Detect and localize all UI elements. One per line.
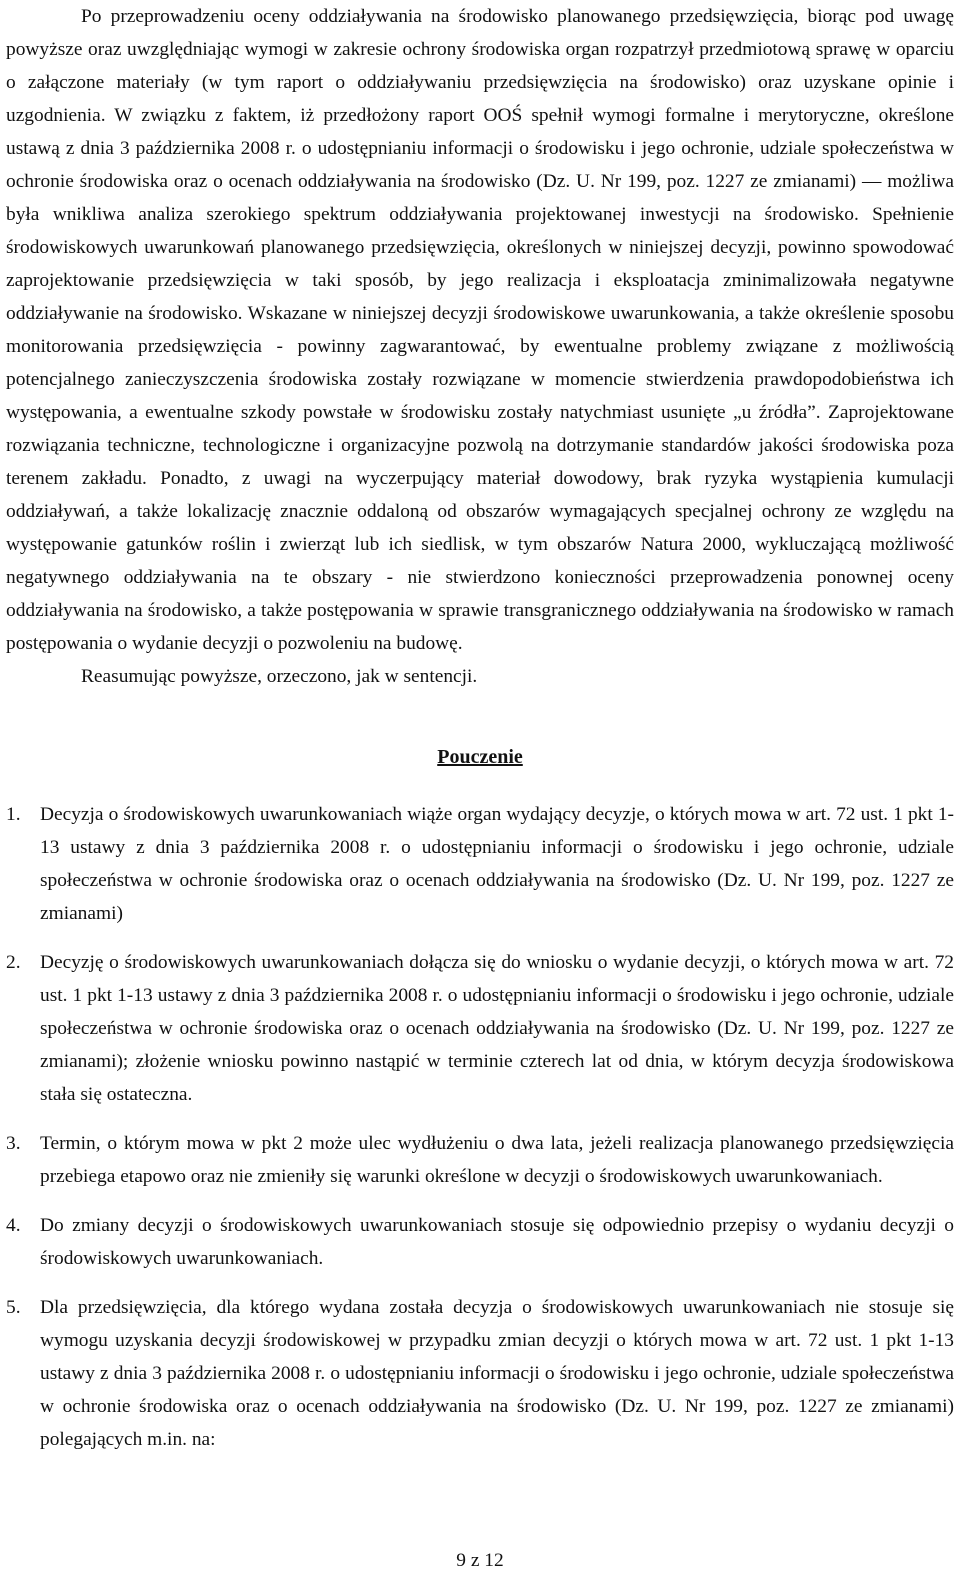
justification-paragraph: Po przeprowadzeniu oceny oddziaływania na środowisko planowanego przedsięwzięcia, biorąc pod uwagę powyższe oraz uwzględniając wymogi w zakresie ochrony środowiska organ rozpatrzył przedmiotową sprawę w oparciu o załączone materiały (w tym raport o oddziaływaniu przedsięwzięcia na środowisko) oraz uzyskane opinie i uzgodnienia. W związku z faktem, iż przedłożony raport OOŚ spełnił wymogi formalne i merytoryczne, określone ustawą z dnia 3 października 2008 r. o udostępnianiu informacji o środowisku i jego ochronie, udziale społeczeństwa w ochronie środowiska oraz o ocenach oddziaływania na środowisko (Dz. U. Nr 199, poz. 1227 ze zmianami) — możliwa była wnikliwa analiza szerokiego spektrum oddziaływania projektowanej inwestycji na środowisko. Spełnienie środowiskowych uwarunkowań planowanego przedsięwzięcia, określonych w niniejszej decyzji, powinno spowodować zaprojektowanie przedsięwzięcia w taki sposób, by jego realizacja i eksploatacja zminimalizowała negatywne oddziaływanie na środowisko. Wskazane w niniejszej decyzji środowiskowe uwarunkowania, a także określenie sposobu monitorowania przedsięwzięcia - powinny zagwarantować, by ewentualne problemy związane z możliwością potencjalnego zanieczyszczenia środowiska zostały rozwiązane w momencie stwierdzenia prawdopodobieństwa ich występowania, a ewentualne szkody powstałe w środowisku zostały natychmiast usunięte „u źródła”. Zaprojektowane rozwiązania techniczne, technologiczne i organizacyjne pozwolą na dotrzymanie standardów jakości środowiska poza terenem zakładu. Ponadto, z uwagi na wyczerpujący materiał dowodowy, brak ryzyka wystąpienia kumulacji oddziaływań, a także lokalizację znacznie oddaloną od obszarów wymagających specjalnej ochrony ze względu na występowanie gatunków roślin i zwierząt lub ich siedlisk, w tym obszarów Natura 2000, wykluczającą możliwość negatywnego oddziaływania na te obszary - nie stwierdzono konieczności przeprowadzenia ponownej oceny oddziaływania na środowisko, a także postępowania w sprawie transgranicznego oddziaływania na środowisko w ramach postępowania o wydanie decyzji o pozwoleniu na budowę. <box>6 6 954 654</box>
pouczenie-list <box>6 798 954 1456</box>
summary-paragraph: Reasumując powyższe, orzeczono, jak w sentencji. <box>81 666 478 687</box>
list-item <box>6 946 954 1111</box>
list-item <box>6 1291 954 1456</box>
list-item-number: 3. <box>6 1133 21 1154</box>
list-item-number: 4. <box>6 1215 21 1236</box>
list-item <box>6 1127 954 1193</box>
page-number: 9 z 12 <box>456 1550 504 1571</box>
list-item-number: 5. <box>6 1297 21 1318</box>
list-item-number: 1. <box>6 804 21 825</box>
list-item-text: Do zmiany decyzji o środowiskowych uwarunkowaniach stosuje się odpowiednio przepisy o wydaniu decyzji o środowiskowych uwarunkowaniach. <box>40 1215 954 1269</box>
list-item-number: 2. <box>6 952 21 973</box>
list-item-text: Dla przedsięwzięcia, dla którego wydana została decyzja o środowiskowych uwarunkowaniach nie stosuje się wymogu uzyskania decyzji środowiskowej w przypadku zmian decyzji o których mowa w art. 72 ust. 1 pkt 1-13 ustawy z dnia 3 października 2008 r. o udostępnianiu informacji o środowisku i jego ochronie, udziale społeczeństwa w ochronie środowiska oraz o ocenach oddziaływania na środowisko (Dz. U. Nr 199, poz. 1227 ze zmianami) polegających m.in. na: <box>40 1297 954 1450</box>
list-item-text: Decyzję o środowiskowych uwarunkowaniach dołącza się do wniosku o wydanie decyzji, o których mowa w art. 72 ust. 1 pkt 1-13 ustawy z dnia 3 października 2008 r. o udostępnianiu informacji o środowisku i jego ochronie, udziale społeczeństwa w ochronie środowiska oraz o ocenach oddziaływania na środowisko (Dz. U. Nr 199, poz. 1227 ze zmianami); złożenie wniosku powinno nastąpić w terminie czterech lat od dnia, w którym decyzja środowiskowa stała się ostateczna. <box>40 952 954 1105</box>
list-item <box>6 798 954 930</box>
list-item-text: Termin, o którym mowa w pkt 2 może ulec wydłużeniu o dwa lata, jeżeli realizacja planowanego przedsięwzięcia przebiega etapowo oraz nie zmieniły się warunki określone w decyzji o środowiskowych uwarunkowaniach. <box>40 1133 954 1187</box>
document-page <box>6 0 954 1456</box>
list-item <box>6 1209 954 1275</box>
pouczenie-heading: Pouczenie <box>437 746 523 768</box>
list-item-text: Decyzja o środowiskowych uwarunkowaniach wiąże organ wydający decyzje, o których mowa w art. 72 ust. 1 pkt 1-13 ustawy z dnia 3 października 2008 r. o udostępnianiu informacji o środowisku i jego ochronie, udziale społeczeństwa w ochronie środowiska oraz o ocenach oddziaływania na środowisko (Dz. U. Nr 199, poz. 1227 ze zmianami) <box>40 804 954 924</box>
